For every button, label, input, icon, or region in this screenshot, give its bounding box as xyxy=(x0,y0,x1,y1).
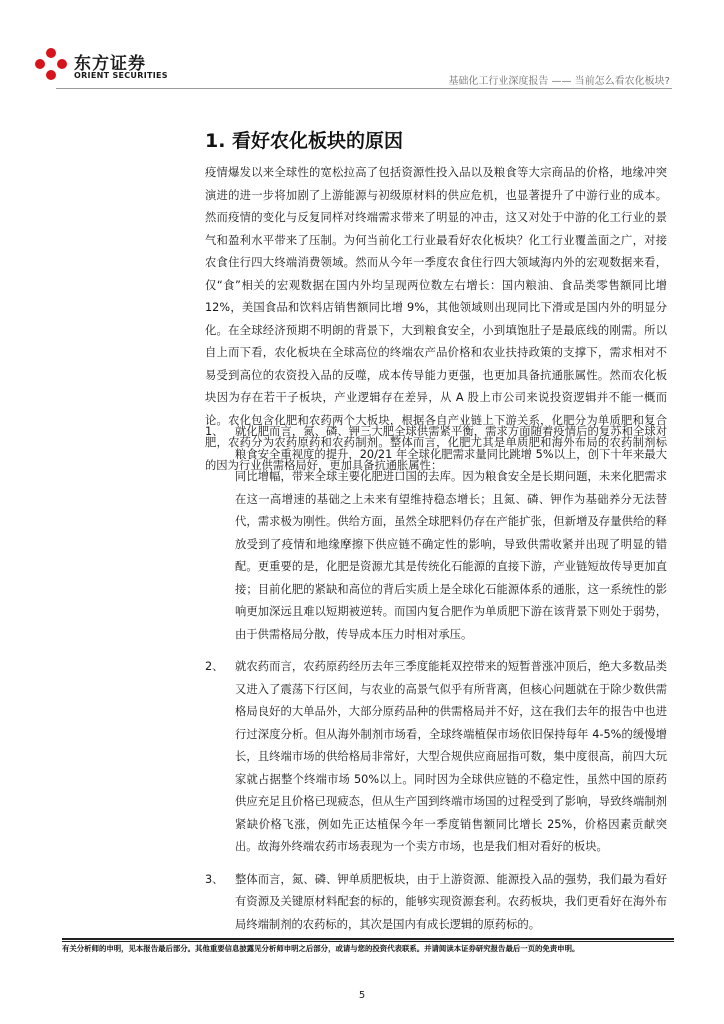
list-item-text: 就化肥而言，氮、磷、钾三大肥全球供需紧平衡，需求方面随着疫情后的复苏和全球对粮食安全重视度的提升，20/21 年全球化肥需求量同比跳增 5%以上，创下十年来最大同比增幅，带来全球主要化肥进口国的去库。因为粮食安全是长期问题，未来化肥需求在这一高增速的基础之上未来有望维持稳态增长；且氮、磷、钾作为基础养分无法替代，需求极为刚性。供给方面，虽然全球肥料仍存在产能扩张，但新增及存量供给的释放受到了疫情和地缘摩擦下供应链不确定性的影响，导致供需收紧并出现了明显的错配。更重要的是，化肥是资源尤其是传统化石能源的直接下游，产业链短故传导更加直接；目前化肥的紧缺和高位的背后实质上是全球化石能源体系的通胀，这一系统性的影响更加深远且难以短期被逆转。而国内复合肥作为单质肥下游在该背景下则处于弱势，由于供需格局分散，传导成本压力时相对承压。 xyxy=(235,425,667,641)
orient-logo-icon xyxy=(34,47,68,81)
list-item xyxy=(205,869,667,937)
list-item xyxy=(205,656,667,859)
list-item-text: 整体而言，氮、磷、钾单质肥板块，由于上游资源、能源投入品的强势，我们最为看好有资源及关键原材料配套的标的，能够实现资源套利。农药板块，我们更看好在海外布局终端制剂的农药标的，其次是国内有成长逻辑的原药标的。 xyxy=(235,872,667,931)
section-heading: 1. 看好农化板块的原因 xyxy=(205,130,404,152)
list-item-number: 1、 xyxy=(205,425,224,438)
footer-divider-thin xyxy=(62,941,674,942)
list-item-number: 2、 xyxy=(205,660,224,673)
numbered-list xyxy=(205,421,667,946)
report-title: 基础化工行业深度报告 —— 当前怎么看农化板块? xyxy=(448,76,670,87)
header-divider xyxy=(56,88,672,89)
list-item xyxy=(205,421,667,646)
page-number: 5 xyxy=(358,990,366,1001)
logo-text-cn: 东方证券 xyxy=(74,54,146,74)
logo-text-en: ORIENT SECURITIES xyxy=(74,71,168,80)
list-item-number: 3、 xyxy=(205,872,224,886)
disclaimer-text: 有关分析师的申明，见本报告最后部分。其他重要信息披露见分析师申明之后部分，或请与您的投资代表联系。并请阅读本证券研究报告最后一页的免责申明。 xyxy=(62,944,580,953)
company-logo xyxy=(34,47,174,87)
list-item-text: 就农药而言，农药原药经历去年三季度能耗双控带来的短暂普涨冲顶后，绝大多数品类又进入了震荡下行区间，与农业的高景气似乎有所背离，但核心问题就在于除少数供需格局良好的大单品外，大部分原药品种的供需格局并不好，这在我们去年的报告中也进行过深度分析。但从海外制剂市场看，全球终端植保市场依旧保持每年 4-5%的缓慢增长，且终端市场的供给格局非常好，大型合规供应商屈指可数，集中度很高，前四大玩家就占据整个终端市场 50%以上。同时因为全球供应链的不稳定性，虽然中国的原药供应充足且价格已现疲态，但从生产国到终端市场国的过程受到了影响，导致终端制剂紧缺价格飞涨，例如先正达植保今年一季度销售额同比增长 25%，价格因素贡献突出。故海外终端农药市场表现为一个卖方市场，也是我们相对看好的板块。 xyxy=(235,660,667,853)
footer-divider xyxy=(62,938,674,940)
intro-paragraph: 疫情爆发以来全球性的宽松拉高了包括资源性投入品以及粮食等大宗商品的价格，地缘冲突演进的进一步将加剧了上游能源与初级原材料的供应危机，也显著提升了中游行业的成本。然而疫情的变化与反复同样对终端需求带来了明显的冲击，这又对处于中游的化工行业的景气和盈利水平带来了压制。为何当前化工行业最看好农化板块？化工行业覆盖面之广，对接农食住行四大终端消费领域。然而从今年一季度农食住行四大领域海内外的宏观数据来看，仅“食”相关的宏观数据在国内外均呈现两位数左右增长：国内粮油、食品类零售额同比增 12%，美国食品和饮料店销售额同比增 9%，其他领域则出现同比下滑或是国内外的明显分化。在全球经济预期不明朗的背景下，大到粮食安全，小到填饱肚子是最底线的刚需。所以自上而下看，农化板块在全球高位的终端农产品价格和农业扶持政策的支撑下，需求相对不易受到高位的农资投入品的反噬，成本传导能力更强，也更加具备抗通胀属性。然而农化板块因为存在若干子板块，产业逻辑存在差异，从 A 股上市公司来说投资逻辑并不能一概而论。农化包含化肥和农药两个大板块，根据各自产业链上下游关系，化肥分为单质肥和复合肥，农药分为农药原药和农药制剂。整体而言，化肥尤其是单质肥和海外布局的农药制剂标的因为行业供需格局好，更加具备抗通胀属性： xyxy=(205,166,667,472)
